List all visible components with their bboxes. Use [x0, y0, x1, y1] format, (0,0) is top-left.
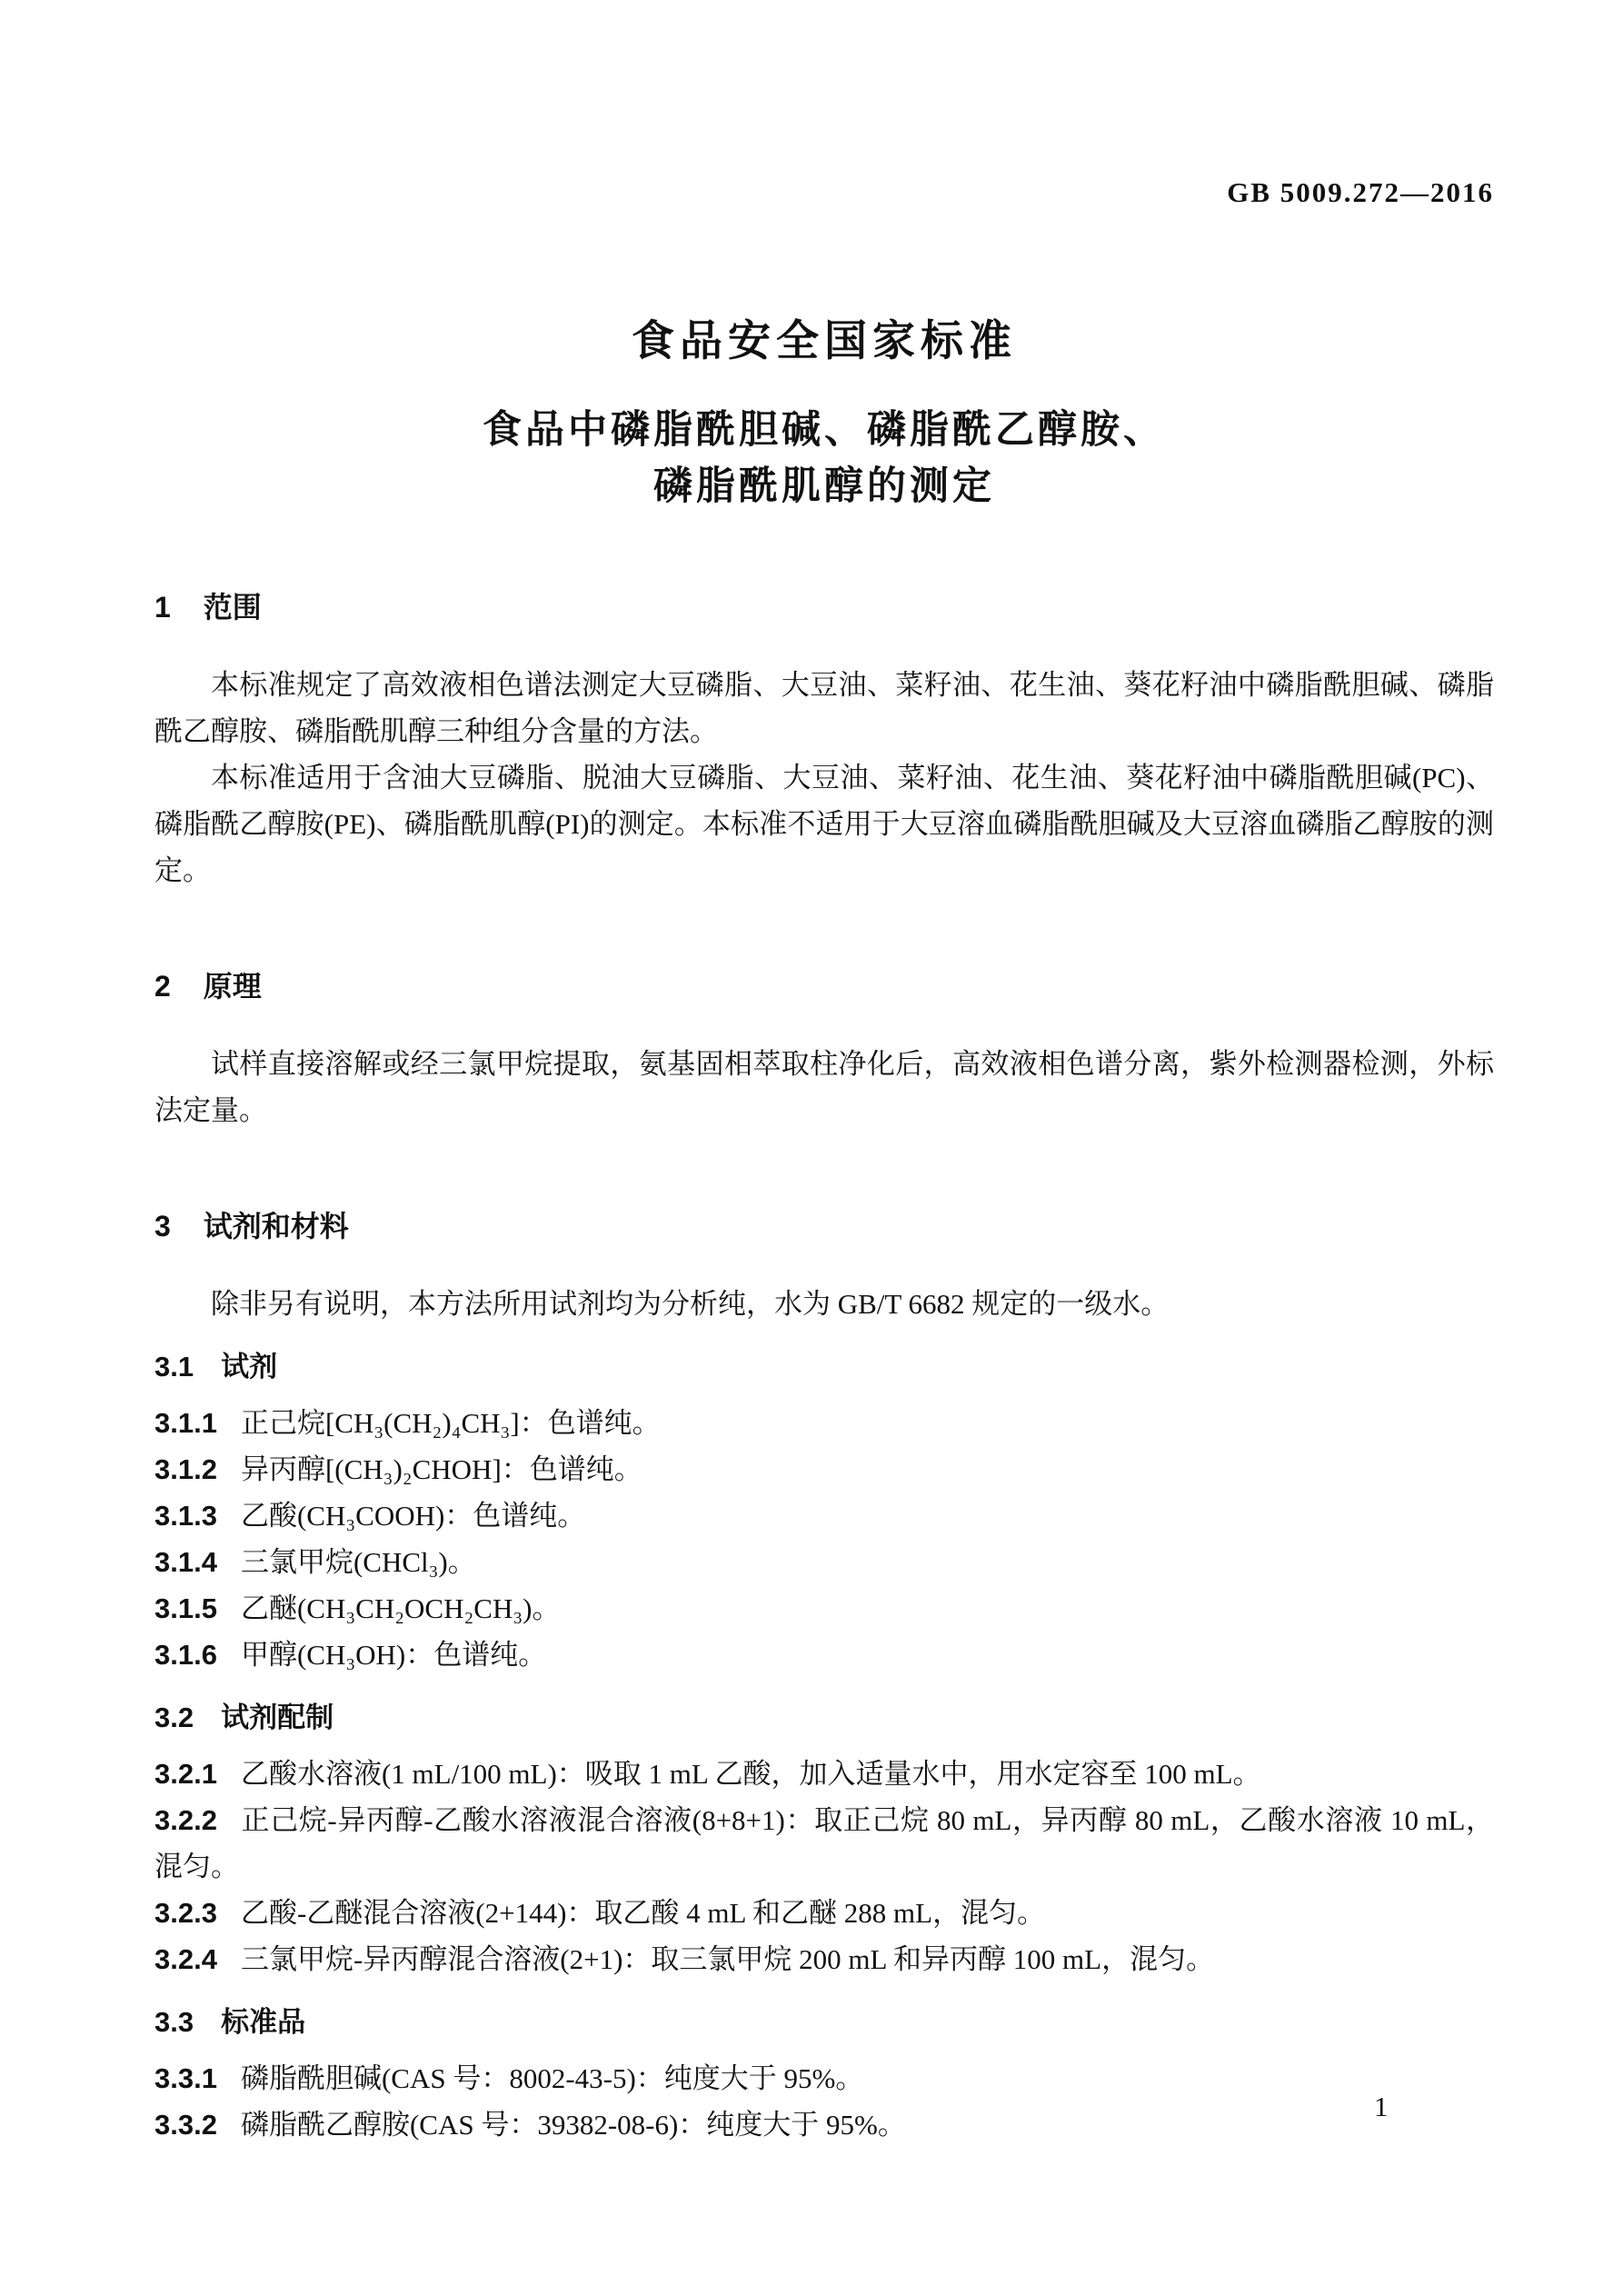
clause-number: 3.2.4 — [154, 1943, 217, 1975]
clause-number: 3.1.6 — [154, 1639, 217, 1671]
clause-3-2-4 — [154, 1936, 1494, 1982]
clause-number: 3.3.1 — [154, 2062, 217, 2094]
subsection-3-3-title: 标准品 — [221, 2006, 306, 2038]
clause-number: 3.3.2 — [154, 2109, 217, 2141]
principle-paragraph: 试样直接溶解或经三氯甲烷提取，氨基固相萃取柱净化后，高效液相色谱分离，紫外检测器检测，外标法定量。 — [154, 1048, 1494, 1126]
clause-text: 正己烷-异丙醇-乙酸水溶液混合溶液(8+8+1)：取正己烷 80 mL，异丙醇 80 mL，乙酸水溶液 10 mL，混匀。 — [154, 1804, 1494, 1882]
document-title-line2: 食品中磷脂酰胆碱、磷脂酰乙醇胺、 — [483, 408, 1166, 452]
subsection-3-1-number: 3.1 — [154, 1351, 194, 1383]
clause-3-2-1 — [154, 1751, 1494, 1797]
clause-3-1-5 — [154, 1585, 1494, 1632]
document-title-line1: 食品安全国家标准 — [632, 316, 1017, 364]
scope-paragraph-2: 本标准适用于含油大豆磷脂、脱油大豆磷脂、大豆油、菜籽油、花生油、葵花籽油中磷脂酰胆碱(PC)、磷脂酰乙醇胺(PE)、磷脂酰肌醇(PI)的测定。本标准不适用于大豆溶血磷脂酰胆碱及大豆溶血磷脂乙醇胺的测定。 — [154, 762, 1494, 886]
clause-3-1-4 — [154, 1539, 1494, 1585]
clause-text: 乙酸-乙醚混合溶液(2+144)：取乙酸 4 mL 和乙醚 288 mL，混匀。 — [240, 1897, 1046, 1929]
section-2-number: 2 — [154, 970, 171, 1003]
clause-text: 乙醚(CH₃CH₂OCH₂CH₃)。 — [240, 1592, 561, 1624]
scope-paragraph-1: 本标准规定了高效液相色谱法测定大豆磷脂、大豆油、菜籽油、花生油、葵花籽油中磷脂酰胆碱、磷脂酰乙醇胺、磷脂酰肌醇三种组分含量的方法。 — [154, 669, 1494, 747]
subsection-3-3-number: 3.3 — [154, 2006, 194, 2038]
section-3-title: 试剂和材料 — [203, 1210, 349, 1243]
clause-number: 3.2.1 — [154, 1758, 217, 1790]
standard-number-header: GB 5009.272—2016 — [1227, 176, 1494, 208]
clause-text: 乙酸(CH₃COOH)：色谱纯。 — [240, 1500, 586, 1532]
clause-text: 三氯甲烷-异丙醇混合溶液(2+1)：取三氯甲烷 200 mL 和异丙醇 100 mL，混匀。 — [240, 1943, 1215, 1975]
clause-text: 正己烷[CH₃(CH₂)₄CH₃]：色谱纯。 — [240, 1407, 661, 1439]
subsection-3-1-title: 试剂 — [221, 1351, 278, 1383]
document-title-line3: 磷脂酰肌醇的测定 — [653, 464, 995, 508]
section-2-title: 原理 — [203, 970, 262, 1003]
subsection-3-1-heading — [154, 1347, 1494, 1387]
standards-clause-list — [154, 2055, 1494, 2148]
clause-text: 磷脂酰乙醇胺(CAS 号：39382-08-6)：纯度大于 95%。 — [240, 2109, 906, 2141]
subsection-3-2-number: 3.2 — [154, 1702, 194, 1733]
section-3-number: 3 — [154, 1210, 171, 1243]
clause-number: 3.1.3 — [154, 1500, 217, 1532]
clause-3-1-1 — [154, 1400, 1494, 1446]
section-2-heading — [154, 966, 1494, 1006]
clause-number: 3.1.5 — [154, 1592, 217, 1624]
reagents-intro-paragraph: 除非另有说明，本方法所用试剂均为分析纯，水为 GB/T 6682 规定的一级水。 — [211, 1288, 1170, 1320]
clause-number: 3.1.4 — [154, 1546, 217, 1578]
subsection-3-2-title: 试剂配制 — [221, 1702, 334, 1733]
clause-text: 甲醇(CH₃OH)：色谱纯。 — [240, 1639, 547, 1671]
section-1-title: 范围 — [203, 591, 262, 624]
preparation-clause-list — [154, 1751, 1494, 1982]
section-1-number: 1 — [154, 591, 171, 624]
page-content — [154, 0, 1494, 2148]
clause-number: 3.2.3 — [154, 1897, 217, 1929]
clause-3-3-1 — [154, 2055, 1494, 2101]
clause-text: 磷脂酰胆碱(CAS 号：8002-43-5)：纯度大于 95%。 — [240, 2062, 864, 2094]
page-number: 1 — [1374, 2091, 1389, 2122]
clause-text: 异丙醇[(CH₃)₂CHOH]：色谱纯。 — [240, 1453, 642, 1485]
section-1-heading — [154, 587, 1494, 627]
title-block — [154, 318, 1494, 514]
clause-3-1-2 — [154, 1446, 1494, 1492]
clause-text: 乙酸水溶液(1 mL/100 mL)：吸取 1 mL 乙酸，加入适量水中，用水定容至 100 mL。 — [240, 1758, 1261, 1790]
clause-3-2-2 — [154, 1797, 1494, 1890]
subsection-3-2-heading — [154, 1698, 1494, 1738]
reagent-clause-list — [154, 1400, 1494, 1678]
clause-3-3-2 — [154, 2101, 1494, 2148]
clause-3-1-3 — [154, 1492, 1494, 1539]
clause-number: 3.1.1 — [154, 1407, 217, 1439]
subsection-3-3-heading — [154, 2002, 1494, 2042]
clause-text: 三氯甲烷(CHCl₃)。 — [240, 1546, 476, 1578]
clause-3-1-6 — [154, 1632, 1494, 1678]
clause-3-2-3 — [154, 1890, 1494, 1936]
clause-number: 3.1.2 — [154, 1453, 217, 1485]
clause-number: 3.2.2 — [154, 1804, 217, 1836]
section-3-heading — [154, 1206, 1494, 1246]
